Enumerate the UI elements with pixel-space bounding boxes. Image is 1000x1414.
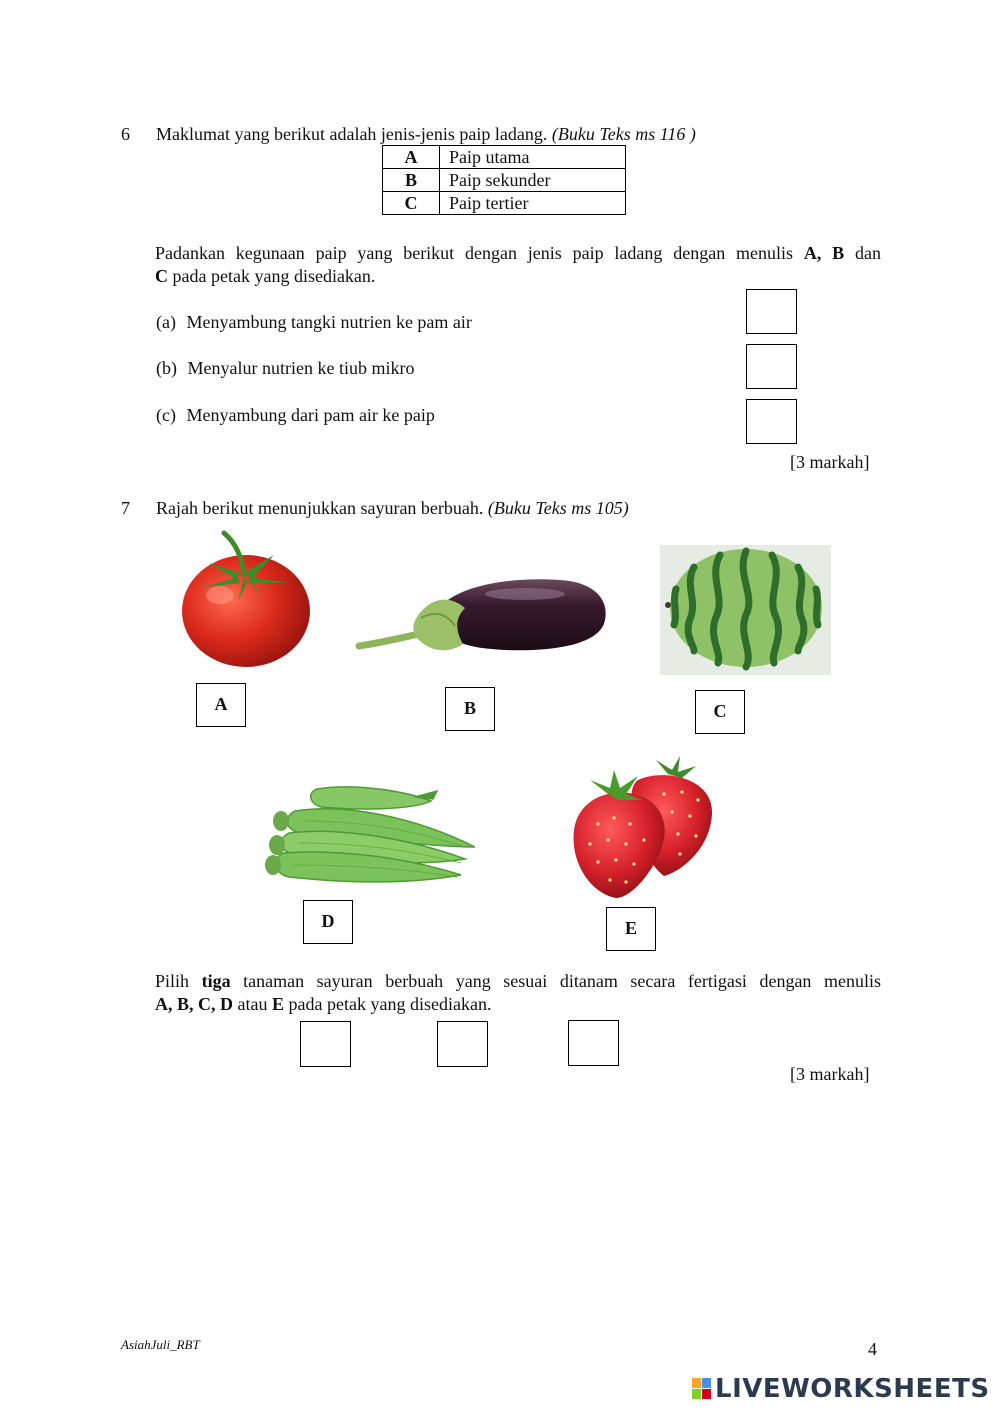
label-box-c: C — [695, 690, 745, 734]
q6-number: 6 — [121, 124, 130, 144]
pipe-name: Paip sekunder — [440, 169, 626, 192]
instruction-text: Pilih — [155, 971, 202, 991]
label-box-b: B — [445, 687, 495, 731]
q6-instruction-line1 — [155, 242, 881, 264]
eggplant-icon — [355, 574, 610, 664]
pipe-types-table — [382, 145, 626, 215]
label-box-a: A — [196, 683, 246, 727]
item-label: (a) — [156, 312, 176, 332]
q6-answer-box-a[interactable] — [746, 289, 797, 334]
liveworksheets-brand: LIVEWORKSHEETS — [715, 1374, 990, 1404]
instruction-bold: A, B — [803, 243, 845, 263]
q6-instruction-line2 — [155, 265, 375, 287]
q7-instruction-line2 — [155, 993, 491, 1015]
q6-answer-box-c[interactable] — [746, 399, 797, 444]
q7-intro-text: Rajah berikut menunjukkan sayuran berbuah. — [156, 498, 484, 518]
okra-icon — [265, 777, 480, 893]
table-row — [383, 169, 626, 192]
item-label: (c) — [156, 405, 176, 425]
instruction-bold: tiga — [201, 971, 231, 991]
item-text: Menyambung dari pam air ke paip — [186, 405, 435, 425]
pipe-name: Paip tertier — [440, 192, 626, 215]
instruction-text: atau — [233, 994, 272, 1014]
watermelon-icon — [660, 545, 831, 675]
label-box-d: D — [303, 900, 353, 944]
item-label: (b) — [156, 358, 177, 378]
instruction-text: pada petak yang disediakan. — [168, 266, 376, 286]
q6-answer-box-b[interactable] — [746, 344, 797, 389]
instruction-bold: A, B, C, D — [155, 994, 234, 1014]
pipe-key: A — [383, 146, 440, 169]
strawberry-icon — [568, 754, 716, 902]
q7-marks: [3 markah] — [790, 1064, 870, 1084]
pipe-key: C — [383, 192, 440, 215]
q7-instruction-line1 — [155, 970, 881, 992]
instruction-text: tanaman sayuran berbuah yang sesuai ditanam secara fertigasi dengan menulis — [230, 971, 881, 991]
q7-textbook-ref: (Buku Teks ms 105) — [487, 498, 629, 518]
q6-item-c — [156, 404, 435, 426]
pipe-name: Paip utama — [440, 146, 626, 169]
instruction-bold: E — [272, 994, 285, 1014]
table-row — [383, 192, 626, 215]
label-box-e: E — [606, 907, 656, 951]
tomato-icon — [178, 527, 318, 669]
instruction-bold: C — [155, 266, 168, 286]
page-number: 4 — [868, 1339, 877, 1359]
q7-answer-box-2[interactable] — [437, 1021, 488, 1067]
q7-number: 7 — [121, 498, 130, 518]
liveworksheets-logo — [692, 1374, 990, 1404]
liveworksheets-logo-icon — [692, 1378, 712, 1400]
instruction-text: dan — [844, 243, 881, 263]
q6-item-b — [156, 357, 414, 379]
q7-answer-box-1[interactable] — [300, 1021, 351, 1067]
q6-intro-text: Maklumat yang berikut adalah jenis-jenis paip ladang. — [156, 124, 548, 144]
q6-intro — [156, 123, 696, 145]
q6-item-a — [156, 311, 472, 333]
item-text: Menyambung tangki nutrien ke pam air — [186, 312, 472, 332]
q6-textbook-ref: (Buku Teks ms 116 ) — [551, 124, 696, 144]
item-text: Menyalur nutrien ke tiub mikro — [187, 358, 415, 378]
instruction-text: Padankan kegunaan paip yang berikut dengan jenis paip ladang dengan menulis — [155, 243, 804, 263]
q6-marks: [3 markah] — [790, 452, 870, 472]
q7-intro — [156, 497, 629, 519]
instruction-text: pada petak yang disediakan. — [284, 994, 492, 1014]
author-footer: AsiahJuli_RBT — [121, 1337, 200, 1352]
table-row — [383, 146, 626, 169]
pipe-key: B — [383, 169, 440, 192]
q7-answer-box-3[interactable] — [568, 1020, 619, 1066]
